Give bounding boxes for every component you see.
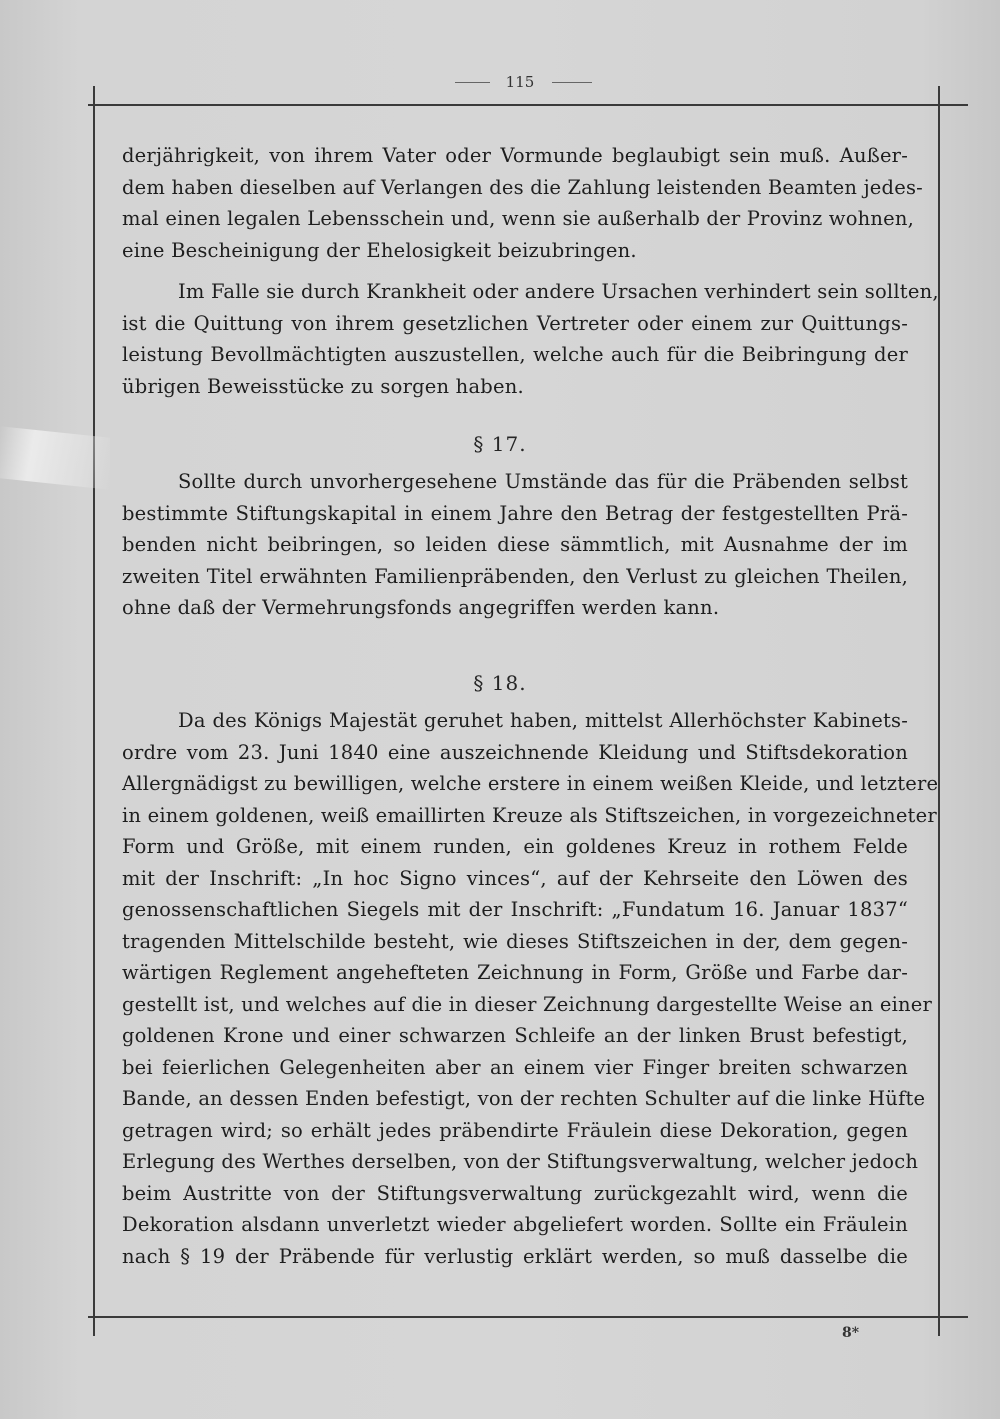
section-17-body — [122, 466, 908, 624]
text-line: beim Austritte von der Stiftungsverwaltung zurückgezahlt wird, wenn die — [122, 1181, 908, 1205]
section-18-heading: § 18. — [473, 671, 527, 695]
section-18-body — [122, 705, 939, 1272]
text-line: derjährigkeit, von ihrem Vater oder Vormunde beglaubigt sein muß. Außer- — [122, 144, 908, 167]
text-line: Bande, an dessen Enden befestigt, von der rechten Schulter auf die linke Hüfte — [122, 1087, 926, 1110]
text-line: Erlegung des Werthes derselben, von der Stiftungsverwaltung, welcher jedoch — [122, 1150, 919, 1173]
text-line: goldenen Krone und einer schwarzen Schleife an der linken Brust befestigt, — [122, 1024, 908, 1047]
text-line: ist die Quittung von ihrem gesetzlichen Vertreter oder einem zur Quittungs- — [122, 311, 908, 335]
text-line: nach § 19 der Präbende für verlustig erklärt werden, so muß dasselbe die — [122, 1244, 908, 1268]
text-line: eine Bescheinigung der Ehelosigkeit beizubringen. — [122, 238, 637, 262]
text-line: wärtigen Reglement angehefteten Zeichnung in Form, Größe und Farbe dar- — [122, 961, 908, 984]
text-line: ordre vom 23. Juni 1840 eine auszeichnende Kleidung und Stiftsdekoration — [122, 740, 908, 764]
section-17-heading: § 17. — [473, 432, 527, 456]
text-line: Sollte durch unvorhergesehene Umstände das für die Präbenden selbst — [178, 470, 908, 493]
frame-left-rule — [93, 86, 95, 1336]
text-line: Allergnädigst zu bewilligen, welche erstere in einem weißen Kleide, und letztere — [122, 772, 939, 795]
text-line: leistung Bevollmächtigten auszustellen, welche auch für die Beibringung der — [122, 343, 908, 366]
text-line: dem haben dieselben auf Verlangen des die Zahlung leistenden Beamten jedes- — [122, 175, 923, 199]
frame-right-rule — [938, 86, 940, 1336]
paragraph-quittung — [122, 276, 939, 402]
text-line: mit der Inschrift: „In hoc Signo vinces“, auf der Kehrseite den Löwen des — [122, 866, 908, 890]
text-line: übrigen Beweisstücke zu sorgen haben. — [122, 374, 524, 398]
text-line: Im Falle sie durch Krankheit oder andere Ursachen verhindert sein sollten, — [178, 280, 939, 303]
text-line: in einem goldenen, weiß emaillirten Kreuze als Stiftszeichen, in vorgezeichneter — [122, 803, 937, 827]
header-rule-right — [552, 82, 592, 83]
text-line: bei feierlichen Gelegenheiten aber an einem vier Finger breiten schwarzen — [122, 1055, 908, 1079]
text-line: bestimmte Stiftungskapital in einem Jahre den Betrag der festgestellten Prä- — [122, 501, 908, 525]
text-line: mal einen legalen Lebensschein und, wenn sie außerhalb der Provinz wohnen, — [122, 207, 915, 230]
text-line: ohne daß der Vermehrungsfonds angegriffen werden kann. — [122, 596, 720, 619]
paragraph-continuation — [122, 140, 923, 266]
header-rule-left — [455, 82, 495, 83]
text-line: Dekoration alsdann unverletzt wieder abgeliefert worden. Sollte ein Fräulein — [122, 1213, 908, 1236]
text-line: gestellt ist, und welches auf die in dieser Zeichnung dargestellte Weise an einer — [122, 992, 933, 1016]
text-line: Form und Größe, mit einem runden, ein goldenes Kreuz in rothem Felde — [122, 835, 908, 858]
text-line: benden nicht beibringen, so leiden diese sämmtlich, mit Ausnahme der im — [122, 533, 908, 556]
text-line: Da des Königs Majestät geruhet haben, mittelst Allerhöchster Kabinets- — [178, 709, 908, 732]
text-line: zweiten Titel erwähnten Familienpräbenden, den Verlust zu gleichen Theilen, — [122, 564, 908, 588]
signature-mark: 8* — [842, 1325, 860, 1341]
page-number: 115 — [490, 72, 550, 92]
text-line: tragenden Mittelschilde besteht, wie dieses Stiftszeichen in der, dem gegen- — [122, 929, 908, 953]
text-line: genossenschaftlichen Siegels mit der Inschrift: „Fundatum 16. Januar 1837“ — [122, 898, 908, 921]
text-line: getragen wird; so erhält jedes präbendirte Fräulein diese Dekoration, gegen — [122, 1118, 908, 1142]
